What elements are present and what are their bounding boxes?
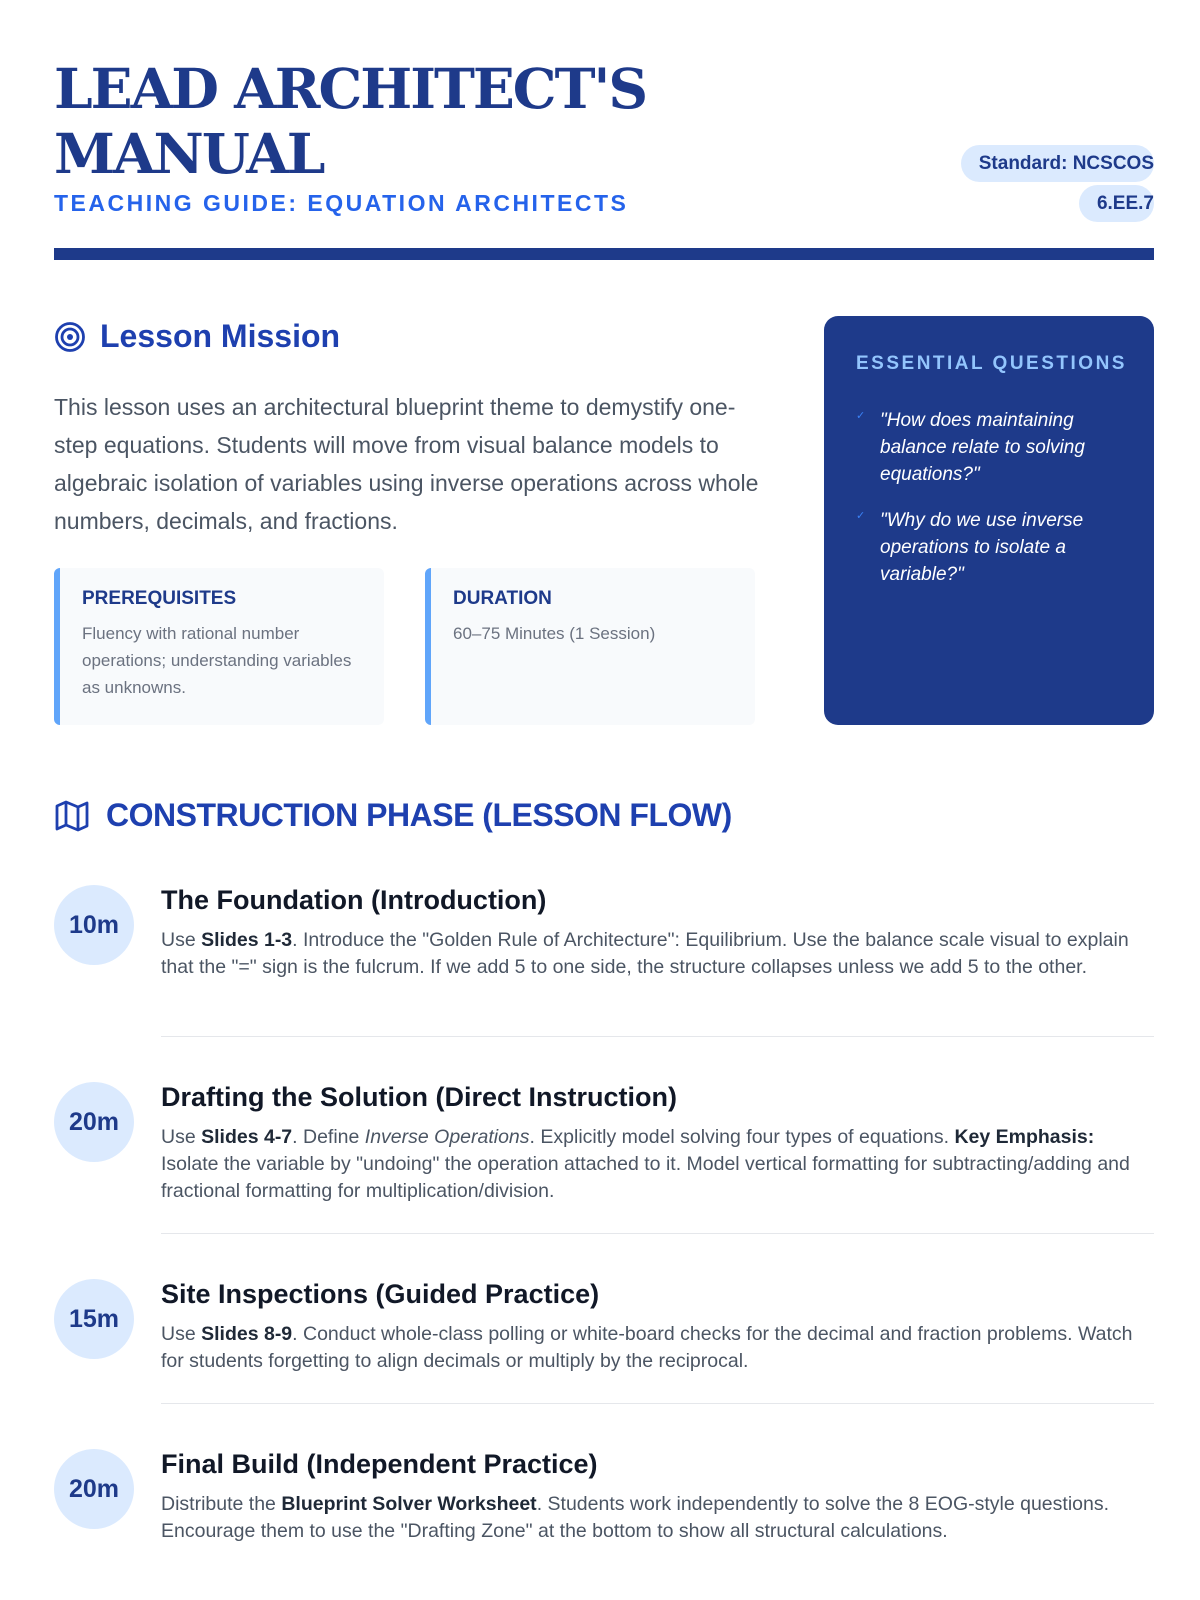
step-divider <box>161 1233 1154 1234</box>
step-title: Site Inspections (Guided Practice) <box>161 1279 600 1309</box>
list-item <box>856 507 1128 588</box>
time-badge: 15m <box>54 1279 134 1359</box>
step-text: Use Slides 1-3. Introduce the "Golden Rule of Architecture": Equilibrium. Use the balance scale visual to explain that the "=" sign is the fulcrum. If we add 5 to one side, the structure collapses unless we add 5 to the other. <box>161 929 1129 978</box>
question-text: "Why do we use inverse operations to isolate a variable?" <box>880 510 1084 585</box>
map-icon <box>54 799 90 833</box>
time-badge: 20m <box>54 1082 134 1162</box>
mission-text: This lesson uses an architectural blueprint theme to demystify one-step equations. Students will move from visual balance models to algebraic isolation of variables using inverse operations across whole numbers, decimals, and fractions. <box>54 394 759 534</box>
step-body <box>161 883 1154 981</box>
step-title: The Foundation (Introduction) <box>161 885 547 915</box>
standard-badge: Standard: NCSCOS 6.EE.7 <box>924 144 1154 224</box>
step-title: Drafting the Solution (Direct Instruction) <box>161 1082 677 1112</box>
time-badge: 10m <box>54 885 134 965</box>
header-divider <box>54 248 1154 260</box>
step-text: Use Slides 8-9. Conduct whole-class polling or white-board checks for the decimal and fraction problems. Watch for students forgetting to align decimals or multiply by the reciprocal. <box>161 1323 1133 1372</box>
target-icon <box>54 321 86 353</box>
step-divider <box>161 1036 1154 1037</box>
step-title: Final Build (Independent Practice) <box>161 1449 598 1479</box>
essential-questions-list <box>856 407 1128 588</box>
step-body <box>161 1080 1154 1205</box>
page-title: LEAD ARCHITECT'S MANUAL <box>54 56 647 186</box>
step-body <box>161 1277 1154 1375</box>
time-badge: 20m <box>54 1449 134 1529</box>
duration-text: 60–75 Minutes (1 Session) <box>453 624 656 643</box>
check-icon: ✓ <box>856 410 866 422</box>
check-icon: ✓ <box>856 510 866 522</box>
flow-heading <box>54 797 732 834</box>
essential-questions-box <box>824 316 1154 725</box>
step-text: Distribute the Blueprint Solver Worksheet. Students work independently to solve the 8 EOG-style questions. Encourage them to use the "Drafting Zone" at the bottom to show all structural calculations. <box>161 1493 1110 1542</box>
flow-title: CONSTRUCTION PHASE (LESSON FLOW) <box>106 797 732 833</box>
duration-card <box>425 568 755 725</box>
step-body <box>161 1447 1154 1545</box>
step-divider <box>161 1403 1154 1404</box>
duration-label: DURATION <box>453 588 552 609</box>
prerequisites-card <box>54 568 384 725</box>
page-subtitle: TEACHING GUIDE: EQUATION ARCHITECTS <box>54 190 629 216</box>
prerequisites-label: PREREQUISITES <box>82 588 237 609</box>
essential-questions-title: ESSENTIAL QUESTIONS <box>856 353 1127 374</box>
step-text: Use Slides 4-7. Define Inverse Operations. Explicitly model solving four types of equations. Key Emphasis: Isolate the variable by "undoing" the operation attached to it. Model vertical formatting for subtracting/adding and fractional formatting for multiplication/division. <box>161 1126 1130 1202</box>
list-item <box>856 407 1128 488</box>
mission-heading <box>54 318 340 355</box>
prerequisites-text: Fluency with rational number operations; understanding variables as unknowns. <box>82 624 352 697</box>
question-text: "How does maintaining balance relate to solving equations?" <box>880 410 1085 485</box>
mission-title: Lesson Mission <box>100 318 341 354</box>
